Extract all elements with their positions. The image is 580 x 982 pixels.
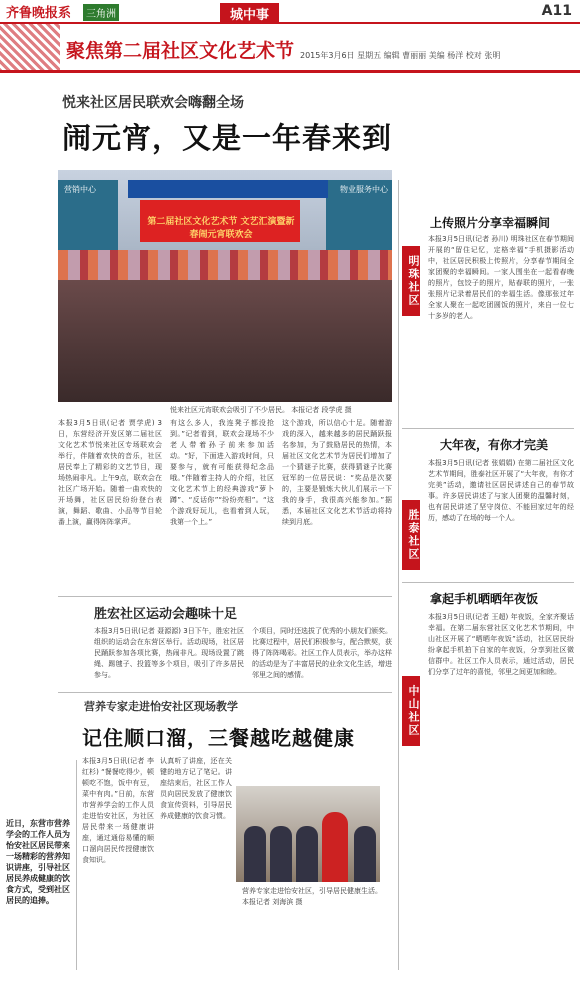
nutrition-expert xyxy=(322,812,348,882)
resident xyxy=(244,826,266,882)
stage-label: 第二届社区文化艺术节 文艺汇演暨新春闹元宵联欢会 xyxy=(147,217,295,240)
newspaper-logo: 齐鲁晚报系 xyxy=(6,6,72,21)
story3-column-1b: 认真听了讲座，还在关键的地方记了笔记。讲座结束后，社区工作人员向居民发放了健康饮食宣传资料，引导居民养成健康的饮食习惯。 xyxy=(160,757,232,820)
divider xyxy=(402,582,574,583)
story3-kicker: 营养专家走进怡安社区现场教学 xyxy=(84,700,238,713)
edition-tag: 三角洲 xyxy=(83,4,119,21)
right-story1-text: 本报3月5日讯(记者 孙川) 明珠社区在春节期间开展的“留住记忆，定格幸福”手机摄影活动中，社区居民积极上传照片，分享春节期间全家团聚的幸福瞬间。一家人围坐在一起看春晚的照片，包饺子的照片，贴春联的照片，一张张照片记录着居民们的幸福生活。像那张过年全家人聚在一起吃团圆饭的照片，来自一位七十多岁的老人。 xyxy=(428,235,574,320)
lead-column-1: 本报3月5日讯(记者 贾学虎) 3日，东营经济开发区第二届社区文化艺术节悦来社区专场联欢会举行，伴随着欢快的音乐，社区居民奉上了精彩的文艺节目，现场热闹非凡。上午9点，联欢会在社区广场开始。随着一曲欢快的开场舞，社区居民纷纷登台表演，舞蹈、歌曲、小品等节目轮番上演，赢得阵阵掌声。 xyxy=(58,419,162,526)
story2-column-1: 本报3月5日讯(记者 聂源源) 3日下午，胜宏社区组织的运动会在东营区举行。活动现场，社区居民踊跃参加各项比赛，热闹非凡。现场设置了跳绳、踢毽子、投篮等多个项目，吸引了许多居民参与。 xyxy=(94,627,244,679)
right-story1-title: 上传照片分享幸福瞬间 xyxy=(430,216,551,230)
resident xyxy=(296,826,318,882)
tag-zhongshan: 中山社区 xyxy=(402,676,420,746)
divider xyxy=(58,692,392,693)
story2-title: 胜宏社区运动会趣味十足 xyxy=(94,607,238,622)
story3-headline: 记住顺口溜，三餐越吃越健康 xyxy=(82,726,355,750)
right-story2-title: 大年夜，有你才完美 xyxy=(440,438,549,452)
lead-column-3: 这个游戏，所以信心十足。随着游戏的深入，越来越多的居民踊跃报名参加，为了鼓励居民的热情，本届社区文化艺术节为居民们增加了一个猜谜子比赛，获得猜谜子比赛冠军的一位居民说：“奖品是次要的，主要是锻炼大伙儿们展示一下我的身手，我很高兴能参加。”据悉，本届社区文化艺术节活动将持续到月底。 xyxy=(282,419,392,526)
right-story2-text: 本报3月5日讯(记者 张娟娟) 在第二届社区文化艺术节期间，胜泰社区开展了“大年夜，有你才完美”活动，邀请社区居民讲述自己的春节故事。许多居民讲述了与家人团聚的温馨时刻，也有居民讲述了坚守岗位、不能回家过年的经历，感动了在场的每一个人。 xyxy=(428,459,574,522)
story3-photo-caption: 营养专家走进怡安社区，引导居民健康生活。 xyxy=(242,887,382,895)
page-number: A11 xyxy=(541,3,572,19)
right-story3-text: 本报3月5日讯(记者 王超) 年夜饭，全家齐聚话幸福。在第二届东营社区文化艺术节期间，中山社区开展了“晒晒年夜饭”活动，社区居民纷纷拿起手机拍下自家的年夜饭，分享到社区微信群中。社区工作人员表示，通过活动，居民们分享了过年的喜悦，邻里之间更加和睦。 xyxy=(428,613,574,676)
sign-left: 营销中心 xyxy=(64,185,96,194)
lead-headline: 闹元宵，又是一年春来到 xyxy=(62,121,393,155)
crowd xyxy=(58,280,392,402)
right-story3-title: 拿起手机晒晒年夜饭 xyxy=(430,592,539,606)
divider xyxy=(402,428,574,429)
tag-shengtai: 胜泰社区 xyxy=(402,500,420,570)
divider xyxy=(58,596,392,597)
lead-photo-caption: 悦来社区元宵联欢会吸引了不少居民。 本报记者 段学虎 摄 xyxy=(170,406,352,414)
story3-photo-credit: 本报记者 刘海滨 摄 xyxy=(242,898,303,906)
divider xyxy=(76,760,77,970)
banner-rule xyxy=(0,70,580,73)
section-title: 城中事 xyxy=(220,3,279,24)
story2-column-2: 个项目，同时还选拔了优秀的小朋友们颁奖。比赛过程中，居民们积极参与，配合默契，获得了阵阵喝彩。社区工作人员表示，举办这样的活动是为了丰富居民的业余文化生活，增进邻里之间的感情。 xyxy=(252,627,392,679)
lead-kicker: 悦来社区居民联欢会嗨翻全场 xyxy=(62,95,244,111)
resident xyxy=(354,826,376,882)
story3-photo xyxy=(236,786,380,882)
banner-title: 聚焦第二届社区文化艺术节 xyxy=(66,40,295,62)
issue-meta: 2015年3月6日 星期五 编辑 曹丽丽 美编 杨洋 校对 张明 xyxy=(300,51,501,60)
lead-photo xyxy=(58,170,392,402)
paper-cut-decoration xyxy=(0,24,60,72)
skk-sign xyxy=(128,180,328,198)
tag-mingzhu: 明珠社区 xyxy=(402,246,420,316)
story3-column-1: 本报3月5日讯(记者 李红杉) “餐餐吃得少，顿顿吃不饱，饭中有豆，菜中有肉。”日前，东营市营养学会的工作人员走进怡安社区，为社区居民带来一场健康讲座，通过通俗易懂的顺口溜向居民传授健康饮食知识。 xyxy=(82,757,154,864)
lead-column-2: 有这么多人，我连凳子都没抢到。”记者看到，联欢会现场不少老人带着孙子前来参加活动。“好，下面进入游戏时间，只要参与，就有可能获得纪念品哦。”伴随着主持人的介绍，社区文化艺术节上的经典游戏“萝卜蹲”、“反话你”“纷纷亮相”。“这个游戏好玩儿，也看着到人玩，我第一个上。” xyxy=(170,419,274,526)
story3-brief: 近日，东营市营养学会的工作人员为怡安社区居民带来一场精彩的营养知识讲座，引导社区居民养成健康的饮食方式，受到社区居民的追捧。 xyxy=(6,819,70,905)
masthead xyxy=(0,0,580,24)
resident xyxy=(270,826,292,882)
divider xyxy=(398,180,399,970)
sign-right: 物业服务中心 xyxy=(340,185,388,194)
